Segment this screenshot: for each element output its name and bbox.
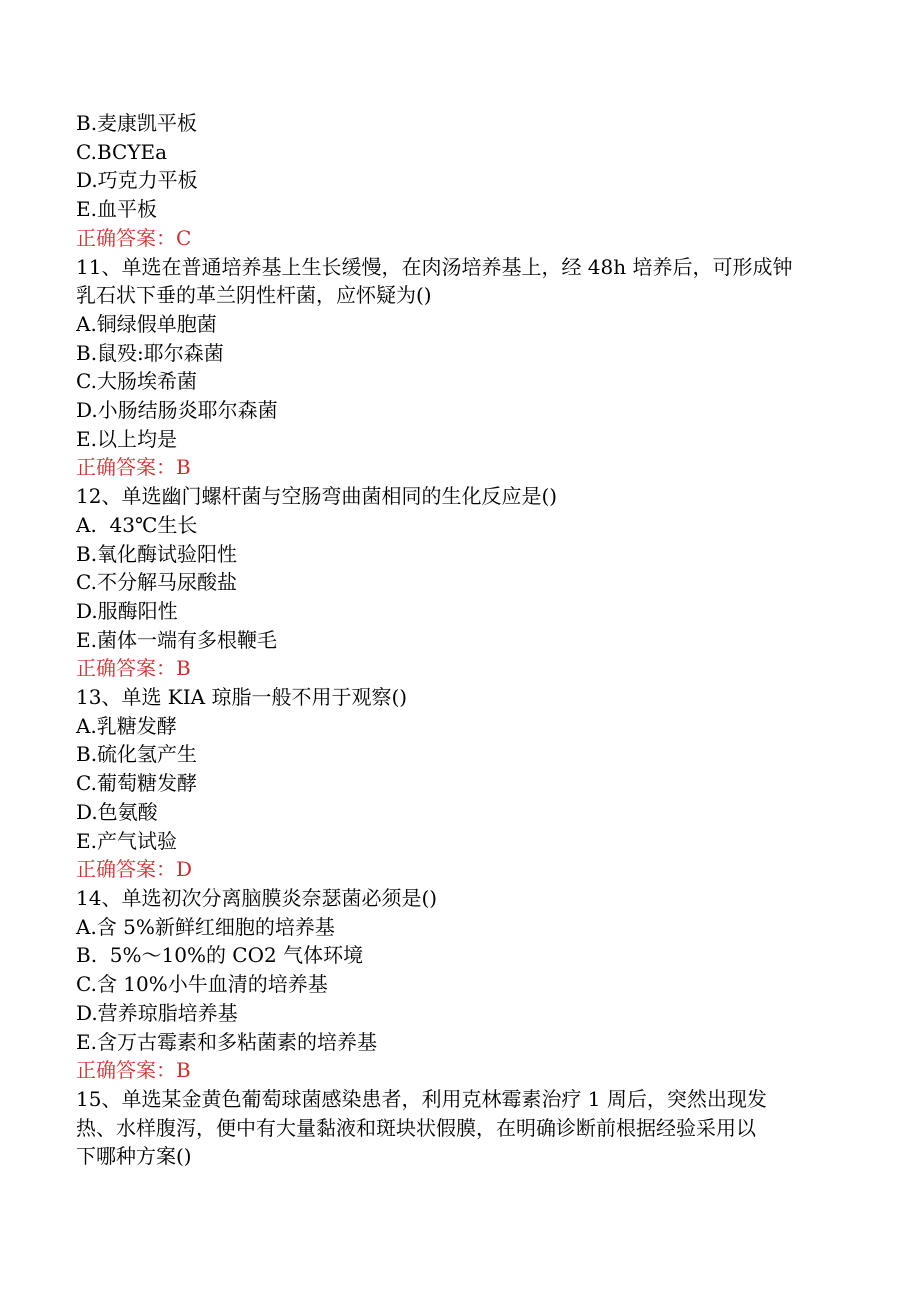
option-c: C.葡萄糖发酵 [76,771,197,796]
question-stem-line-3: 下哪种方案() [76,1144,192,1169]
option-a: A.乳糖发酵 [76,713,177,738]
option-e: E.菌体一端有多根鞭毛 [76,627,277,652]
option-a: A. 43℃生长 [76,512,198,537]
correct-answer: 正确答案：B [76,656,191,681]
option-c: C.BCYEa [76,139,168,164]
correct-answer: 正确答案：B [76,455,191,480]
option-c: C.不分解马尿酸盐 [76,570,237,595]
question-15 [76,1085,846,1171]
option-d: D.小肠结肠炎耶尔森菌 [76,398,278,423]
question-stem-line-2: 乳石状下垂的革兰阴性杆菌，应怀疑为() [76,283,432,308]
option-a: A.含 5%新鲜红细胞的培养基 [76,914,335,939]
option-e: E.以上均是 [76,426,177,451]
question-stem-line-1: 13、单选 KIA 琼脂一般不用于观察() [76,685,408,710]
option-e: E.产气试验 [76,828,177,853]
option-e: E.含万古霉素和多粘菌素的培养基 [76,1029,377,1054]
previous-question-tail [76,109,846,253]
document-content [76,109,846,1171]
question-stem-line-1: 15、单选某金黄色葡萄球菌感染患者，利用克林霉素治疗 1 周后，突然出现发 [76,1086,767,1111]
question-13 [76,683,846,884]
option-b: B.鼠殁:耶尔森菌 [76,340,224,365]
question-stem-line-1: 14、单选初次分离脑膜炎奈瑟菌必须是() [76,885,438,910]
question-11 [76,253,846,483]
option-c: C.大肠埃希菌 [76,369,197,394]
option-d: D.色氨酸 [76,799,158,824]
option-d: D.服酶阳性 [76,598,178,623]
option-b: B. 5%～10%的 CO2 气体环境 [76,943,364,968]
correct-answer: 正确答案：D [76,857,193,882]
question-stem-line-1: 11、单选在普通培养基上生长缓慢，在肉汤培养基上，经 48h 培养后，可形成钟 [76,254,793,279]
option-b: B.麦康凯平板 [76,111,198,135]
option-d: D.巧克力平板 [76,168,198,193]
question-stem-line-2: 热、水样腹泻，便中有大量黏液和斑块状假膜，在明确诊断前根据经验采用以 [76,1115,756,1140]
correct-answer: 正确答案：B [76,1058,191,1083]
option-b: B.硫化氢产生 [76,742,198,767]
question-12 [76,482,846,683]
option-b: B.氧化酶试验阳性 [76,541,238,566]
option-e: E.血平板 [76,197,157,222]
option-a: A.铜绿假单胞菌 [76,311,217,336]
option-d: D.营养琼脂培养基 [76,1000,238,1025]
question-stem-line-1: 12、单选幽门螺杆菌与空肠弯曲菌相同的生化反应是() [76,484,558,509]
correct-answer: 正确答案：C [76,225,192,250]
question-14 [76,884,846,1085]
option-c: C.含 10%小牛血清的培养基 [76,972,328,997]
